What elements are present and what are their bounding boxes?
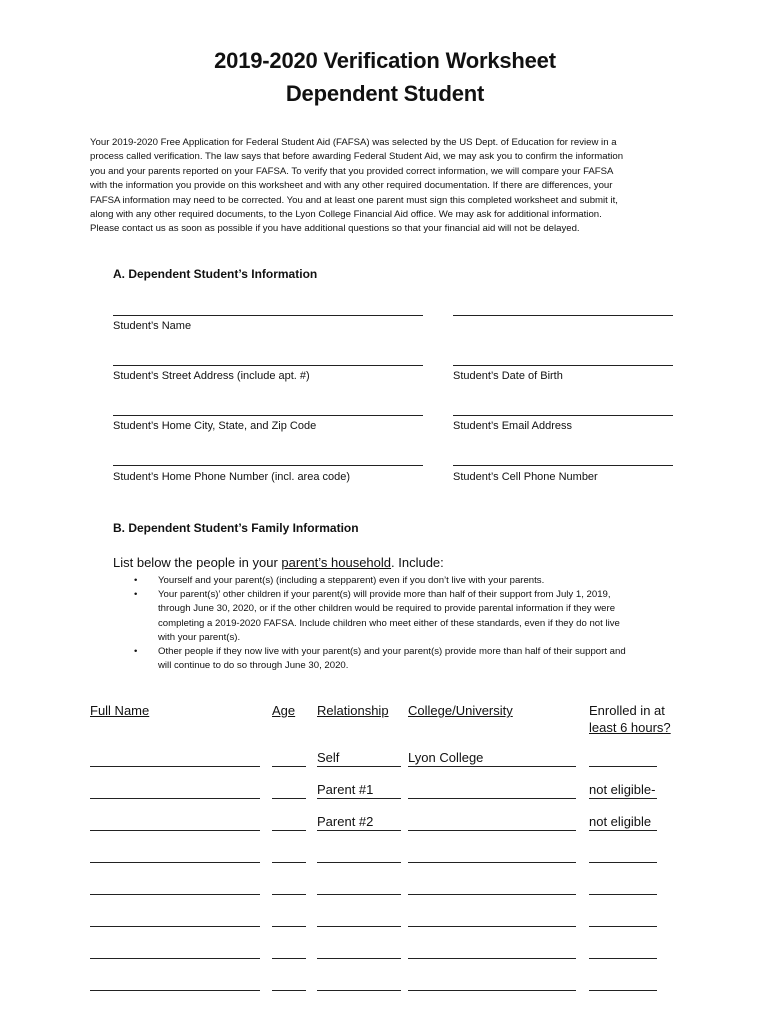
fill-line	[589, 958, 657, 959]
intro-line: along with any other required documents, to the Lyon College Financial Aid office. We may ask for additional information.	[90, 209, 602, 221]
home-phone-label: Student’s Home Phone Number (incl. area code)	[113, 471, 351, 483]
fill-line	[408, 798, 576, 799]
street-address-label: Student’s Street Address (include apt. #)	[113, 370, 310, 382]
fill-line	[90, 990, 260, 991]
intro-paragraph	[90, 136, 690, 237]
email-label: Student’s Email Address	[453, 420, 573, 432]
col-header-enrolled-line1: Enrolled in at	[589, 703, 665, 718]
fill-line	[272, 958, 306, 959]
table-cell-age[interactable]	[272, 942, 306, 958]
bullet-icon: •	[134, 646, 138, 658]
household-bullets	[134, 574, 694, 673]
list-intro-text: List below the people in your	[113, 555, 282, 570]
col-header-college: College/University	[408, 703, 513, 718]
table-cell-enrolled[interactable]	[589, 974, 657, 990]
fill-line	[317, 830, 401, 831]
bullet-icon: •	[134, 589, 138, 601]
fill-line	[589, 862, 657, 863]
table-cell-enrolled[interactable]	[589, 942, 657, 958]
student-name-line[interactable]	[113, 315, 423, 316]
bullet-item	[134, 645, 694, 673]
table-cell-relationship[interactable]	[317, 846, 401, 862]
cell-value: Parent #2	[317, 814, 374, 829]
fill-line	[90, 926, 260, 927]
table-cell-name[interactable]	[90, 846, 260, 862]
fill-line	[317, 798, 401, 799]
table-cell-age[interactable]	[272, 878, 306, 894]
city-state-zip-line[interactable]	[113, 415, 423, 416]
fill-line	[317, 926, 401, 927]
bullet-item	[134, 588, 694, 645]
fill-line	[90, 766, 260, 767]
table-cell-relationship[interactable]	[317, 750, 401, 766]
fill-line	[317, 990, 401, 991]
table-cell-enrolled[interactable]	[589, 846, 657, 862]
col-header-age: Age	[272, 703, 296, 718]
table-cell-relationship[interactable]	[317, 910, 401, 926]
cell-value: Lyon College	[408, 750, 484, 765]
cell-value: not eligible-	[589, 782, 656, 797]
fill-line	[589, 894, 657, 895]
bullet-text: with your parent(s).	[158, 631, 241, 643]
table-cell-name[interactable]	[90, 910, 260, 926]
fill-line	[589, 926, 657, 927]
fill-line	[272, 830, 306, 831]
fill-line	[272, 766, 306, 767]
fill-line	[589, 798, 657, 799]
parents-household-text: parent’s household	[281, 555, 392, 570]
fill-line	[272, 894, 306, 895]
bullet-text: completing a 2019-2020 FAFSA. Include children who meet either of these standards, even if they do not live	[158, 617, 620, 629]
table-cell-college[interactable]	[408, 750, 576, 766]
table-cell-name[interactable]	[90, 814, 260, 830]
table-cell-name[interactable]	[90, 974, 260, 990]
intro-line: FAFSA information may need to be corrected. You and at least one parent must sign this completed worksheet and submit it,	[90, 194, 618, 206]
table-cell-enrolled[interactable]	[589, 750, 657, 766]
bullet-icon: •	[134, 575, 138, 586]
bullet-text: Yourself and your parent(s) (including a stepparent) even if you don’t live with your parents.	[158, 575, 545, 586]
fill-line	[90, 830, 260, 831]
table-cell-name[interactable]	[90, 750, 260, 766]
fill-line	[317, 894, 401, 895]
table-cell-age[interactable]	[272, 814, 306, 830]
fill-line	[408, 958, 576, 959]
fill-line	[90, 862, 260, 863]
date-of-birth-line[interactable]	[453, 365, 673, 366]
col-header-full-name: Full Name	[90, 703, 150, 718]
cell-value: not eligible	[589, 814, 652, 829]
fill-line	[272, 798, 306, 799]
table-cell-age[interactable]	[272, 846, 306, 862]
table-cell-college[interactable]	[408, 878, 576, 894]
fill-line	[90, 798, 260, 799]
table-cell-relationship[interactable]	[317, 878, 401, 894]
table-cell-relationship[interactable]	[317, 814, 401, 830]
city-state-zip-label: Student’s Home City, State, and Zip Code	[113, 420, 317, 432]
intro-line: Your 2019-2020 Free Application for Federal Student Aid (FAFSA) was selected by the US Dept. of Education for review in a	[90, 137, 617, 148]
cell-phone-line[interactable]	[453, 465, 673, 466]
bullet-text: will continue to do so through June 30, 2020.	[158, 660, 349, 672]
table-cell-enrolled[interactable]	[589, 814, 657, 830]
intro-line: process called verification. The law says that before awarding Federal Student Aid, we may ask you to confirm the information	[90, 151, 624, 163]
table-cell-relationship[interactable]	[317, 782, 401, 798]
table-cell-age[interactable]	[272, 750, 306, 766]
fill-line	[317, 862, 401, 863]
col-header-relationship: Relationship	[317, 703, 389, 718]
table-cell-age[interactable]	[272, 782, 306, 798]
table-cell-college[interactable]	[408, 846, 576, 862]
student-name-label: Student’s Name	[113, 320, 192, 332]
bullet-text: Your parent(s)’ other children if your parent(s) will provide more than half of their support from July 1, 2019,	[158, 589, 611, 601]
table-cell-name[interactable]	[90, 878, 260, 894]
fill-line	[589, 766, 657, 767]
household-list-intro	[113, 555, 444, 570]
fill-line	[408, 926, 576, 927]
list-intro-include: . Include:	[391, 555, 444, 570]
table-cell-college[interactable]	[408, 974, 576, 990]
fill-line	[90, 958, 260, 959]
table-cell-name[interactable]	[90, 782, 260, 798]
page-subtitle: Dependent Student	[285, 81, 485, 106]
date-of-birth-label: Student’s Date of Birth	[453, 370, 563, 382]
table-cell-enrolled[interactable]	[589, 910, 657, 926]
col-header-enrolled-line2: least 6 hours?	[589, 720, 671, 735]
table-cell-relationship[interactable]	[317, 974, 401, 990]
fill-line	[317, 766, 401, 767]
fill-line	[90, 894, 260, 895]
email-line[interactable]	[453, 415, 673, 416]
fill-line	[272, 990, 306, 991]
table-cell-name[interactable]	[90, 942, 260, 958]
table-cell-college[interactable]	[408, 942, 576, 958]
fill-line	[589, 830, 657, 831]
fill-line	[589, 990, 657, 991]
fill-line	[408, 766, 576, 767]
fill-line	[408, 862, 576, 863]
fill-line	[408, 894, 576, 895]
fill-line	[272, 926, 306, 927]
fill-line	[408, 990, 576, 991]
table-cell-relationship[interactable]	[317, 942, 401, 958]
fill-line	[408, 830, 576, 831]
cell-value: Parent #1	[317, 782, 374, 797]
table-cell-enrolled[interactable]	[589, 878, 657, 894]
cell-value: Self	[317, 750, 340, 765]
cell-phone-label: Student’s Cell Phone Number	[453, 471, 598, 483]
table-cell-college[interactable]	[408, 814, 576, 830]
intro-line: Please contact us as soon as possible if you have additional questions so that your financial aid will not be delayed.	[90, 223, 580, 235]
table-cell-enrolled[interactable]	[589, 782, 657, 798]
fill-line	[272, 862, 306, 863]
table-cell-age[interactable]	[272, 910, 306, 926]
bullet-text: Other people if they now live with your parent(s) and your parent(s) provide more than half of their support and	[158, 646, 626, 658]
table-cell-age[interactable]	[272, 974, 306, 990]
intro-line: with the information you provide on this worksheet and with any other required documentation. If there are differences, your	[90, 180, 613, 192]
street-address-line[interactable]	[113, 365, 423, 366]
table-cell-college[interactable]	[408, 782, 576, 798]
page-title: 2019-2020 Verification Worksheet	[214, 48, 556, 73]
bullet-text: through June 30, 2020, or if the other children would be required to provide parental information if they were	[158, 603, 616, 615]
intro-line: you and your parents reported on your FAFSA. To verify that you provided correct information, we will compare your FAFSA	[90, 165, 614, 177]
table-cell-college[interactable]	[408, 910, 576, 926]
section-b-heading: B. Dependent Student’s Family Information	[113, 521, 359, 535]
section-a-heading: A. Dependent Student’s Information	[113, 267, 318, 281]
fill-line	[317, 958, 401, 959]
blank-line	[453, 315, 673, 316]
home-phone-line[interactable]	[113, 465, 423, 466]
bullet-item	[134, 574, 694, 588]
